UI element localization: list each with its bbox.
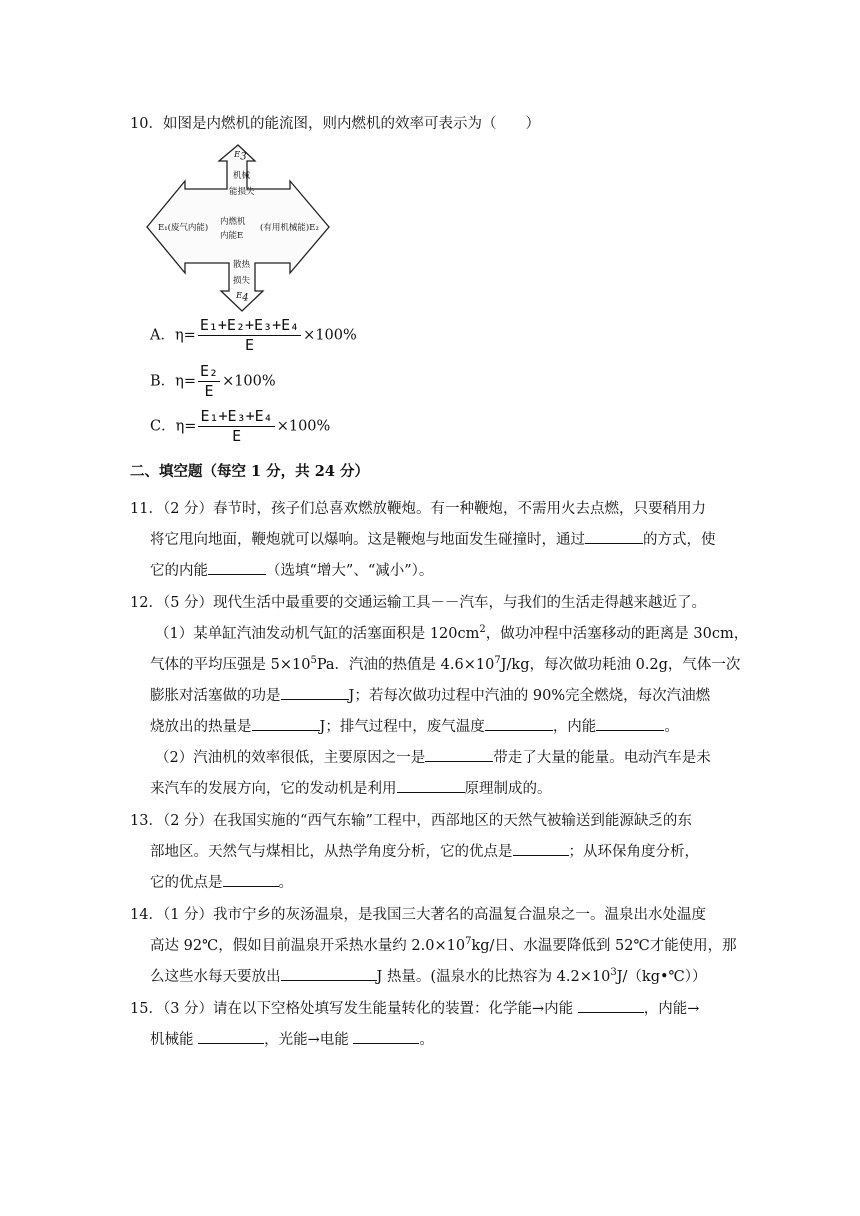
q12-blank-3[interactable] xyxy=(485,716,553,731)
diagram-left-label: E₁(废气内能) xyxy=(158,223,209,233)
q14-line-2: 高达 92℃，假如目前温泉开采热水量约 $2.0\times 10^7kg/$日、水温要降低到 52℃才能使用，那 xyxy=(150,936,737,954)
diagram-bottom-label-2: 损失 xyxy=(233,276,251,286)
q12-blank-2[interactable] xyxy=(252,716,320,731)
diagram-bottom-energy: $E_4$ xyxy=(236,291,249,304)
q11-blank-2[interactable] xyxy=(208,560,266,575)
q12-blank-6[interactable] xyxy=(397,778,465,793)
q15-line-2: 机械能 ，光能→电能 。 xyxy=(150,1028,434,1049)
diagram-center-1: 内燃机 xyxy=(220,217,246,227)
q12-line-2: （1）某单缸汽油发动机气缸的活塞面积是 $120cm^2$，做功冲程中活塞移动的距离是 30cm， xyxy=(155,624,749,642)
q12-line-4: 膨胀对活塞做的功是 J；若每次做功过程中汽油的 90%完全燃烧，每次汽油燃 xyxy=(150,684,710,705)
q11-blank-1[interactable] xyxy=(585,529,643,544)
diagram-top-label-1: 机械 xyxy=(233,171,251,181)
q13-line-1: 13．（2 分）在我国实施的“西气东输”工程中，西部地区的天然气被输送到能源缺乏的东 xyxy=(130,813,692,829)
diagram-right-label: (有用机械能)E₂ xyxy=(260,223,319,233)
q11-line-3: 它的内能 （选填“增大”、“减小”）。 xyxy=(150,559,433,580)
q12-blank-1[interactable] xyxy=(281,685,349,700)
q10-option-c: C．η= $\frac{\text{E₁+E₃+E₄}}{E}$ ×100% xyxy=(150,407,331,445)
q13-blank-1[interactable] xyxy=(513,841,569,856)
q12-line-6: （2）汽油机的效率很低，主要原因之一是 带走了大量的能量。电动汽车是未 xyxy=(155,746,711,767)
q12-blank-5[interactable] xyxy=(425,747,493,762)
q14-line-1: 14．（1 分）我市宁乡的灰汤温泉，是我国三大著名的高温复合温泉之一。温泉出水处温度 xyxy=(130,907,707,923)
q12-line-7: 来汽车的发展方向，它的发动机是利用 原理制成的。 xyxy=(150,777,552,798)
q12-line-3: 气体的平均压强是 $5\times 10^5Pa$．汽油的热值是 $4.6\times 10^7J/kg$，每次做功耗油 0.2g，气体一次 xyxy=(150,655,741,673)
q12-line-1: 12．（5 分）现代生活中最重要的交通运输工具－－汽车，与我们的生活走得越来越近了。 xyxy=(130,595,707,611)
q11-line-2: 将它甩向地面，鞭炮就可以爆响。这是鞭炮与地面发生碰撞时，通过 的方式，使 xyxy=(150,528,716,549)
diagram-top-energy: $E_3$ xyxy=(234,150,247,163)
q12-blank-4[interactable] xyxy=(596,716,664,731)
q15-blank-3[interactable] xyxy=(353,1029,419,1044)
diagram-top-label-2: 能损失 xyxy=(229,187,255,197)
q14-blank-1[interactable] xyxy=(281,966,377,981)
q10-option-b: B．η= $\frac{\text{E₂}}{E}$ ×100% xyxy=(150,362,276,400)
q10-option-a: A．η= $\frac{\text{E₁+E₂+E₃+E₄}}{E}$ ×100% xyxy=(150,316,357,354)
q12-line-5: 烧放出的热量是 J；排气过程中，废气温度 ，内能 。 xyxy=(150,715,679,736)
q13-line-3: 它的优点是 。 xyxy=(150,871,293,892)
q13-blank-2[interactable] xyxy=(223,872,279,887)
diagram-center-2: 内能E xyxy=(220,231,244,241)
diagram-bottom-label-1: 散热 xyxy=(233,260,251,270)
section-heading: 二、填空题（每空 1 分，共 24 分） xyxy=(130,463,369,480)
q15-blank-2[interactable] xyxy=(198,1029,264,1044)
q10-stem: 10．如图是内燃机的能流图，则内燃机的效率可表示为（ ） xyxy=(130,116,540,132)
q15-blank-1[interactable] xyxy=(578,998,644,1013)
q15-line-1: 15．（3 分）请在以下空格处填写发生能量转化的装置：化学能→内能 ，内能→ xyxy=(130,997,699,1018)
q11-line-1: 11．（2 分）春节时，孩子们总喜欢燃放鞭炮。有一种鞭炮，不需用火去点燃，只要稍用力 xyxy=(130,501,707,517)
q13-line-2: 部地区。天然气与煤相比，从热学角度分析，它的优点是 ；从环保角度分析， xyxy=(150,840,699,861)
q14-line-3: 么这些水每天要放出 J 热量。(温泉水的比热容为 $4.2\times 10^3J/(kg•℃)$） xyxy=(150,967,707,985)
